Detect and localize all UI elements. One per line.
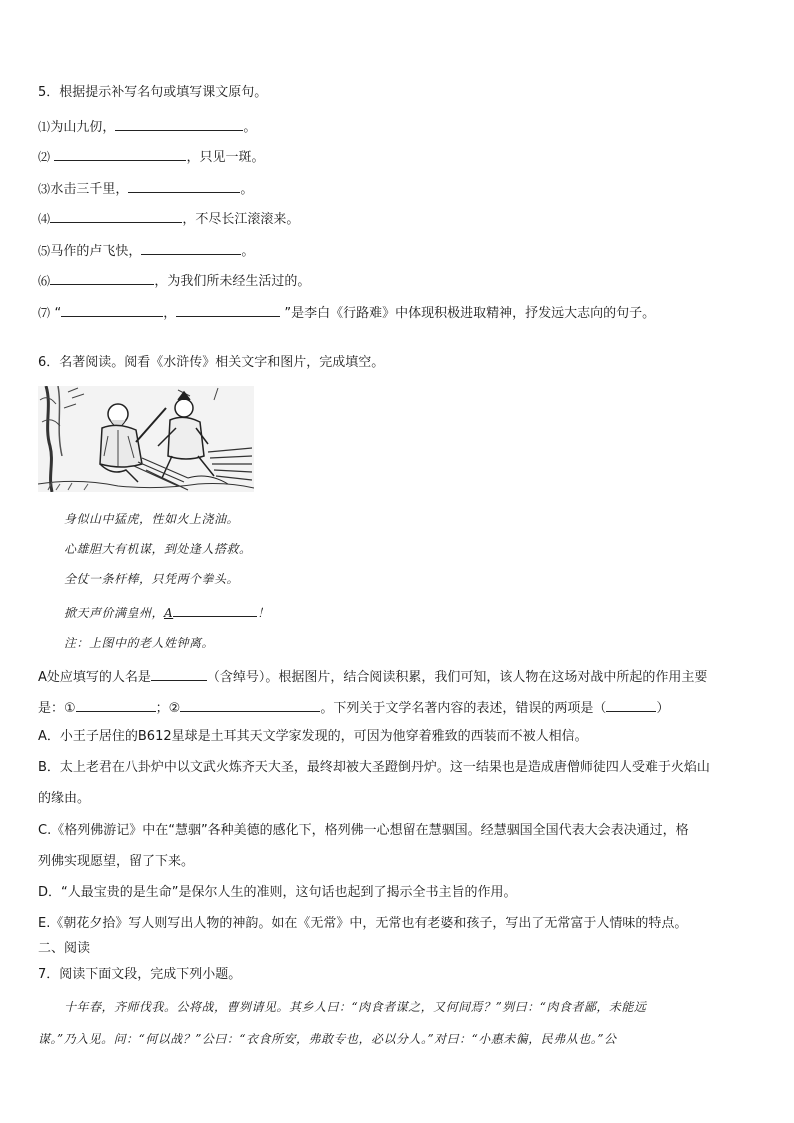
poem-line-3: 全仗一条杆棒，只凭两个拳头。 (64, 572, 240, 586)
option-c-line-2: 列佛实现愿望，留了下来。 (38, 854, 195, 869)
q5-item-3: ⑶水击三千里， 。 (38, 178, 253, 199)
option-c-line-1: C.《格列佛游记》中在“慧骃”各种美德的感化下，格列佛一心想留在慧骃国。经慧骃国全国代表大会表决通过，格 (38, 823, 689, 838)
ink-sketch-two-men-seated-icon (38, 386, 254, 492)
image-note: 注：上图中的老人姓钟离。 (64, 636, 215, 650)
q6-fill-line-1: A处应填写的人名是 （含绰号）。根据图片，结合阅读积累，我们可知，该人物在这场对战中所起的作用主要 (38, 666, 707, 687)
answer-blank[interactable] (606, 697, 656, 712)
poem-line-2: 心雄胆大有机谋，到处逢人搭救。 (64, 542, 252, 556)
q7-stem: 7．阅读下面文段，完成下列小题。 (38, 967, 242, 982)
answer-blank[interactable] (176, 302, 280, 317)
passage-line-1: 十年春，齐师伐我。公将战，曹刿请见。其乡人曰：“肉食者谋之，又何间焉？”刿曰：“肉食者鄙，未能远 (64, 1000, 647, 1014)
answer-blank[interactable] (141, 240, 241, 255)
q5-item-1: ⑴为山九仞， 。 (38, 116, 256, 137)
passage-line-2: 谋。”乃入见。问：“何以战？”公曰：“衣食所安，弗敢专也，必以分人。”对曰：“小惠未徧，民弗从也。”公 (38, 1032, 617, 1046)
option-a: A．小王子居住的B612星球是土耳其天文学家发现的，可因为他穿着雅致的西装而不被人相信。 (38, 729, 588, 744)
answer-blank[interactable] (54, 146, 186, 161)
poem-line-4: 掀天声价满皇州，A ！ (64, 602, 270, 622)
q5-item-4: ⑷ ，不尽长江滚滚来。 (38, 208, 299, 229)
answer-blank[interactable] (173, 602, 257, 617)
q5-item-5: ⑸马作的卢飞快， 。 (38, 240, 254, 261)
q5-stem: 5．根据提示补写名句或填写课文原句。 (38, 85, 268, 100)
option-b-line-2: 的缘由。 (38, 791, 91, 806)
option-b-line-1: B．太上老君在八卦炉中以文武火炼齐天大圣，最终却被大圣蹬倒丹炉。这一结果也是造成唐僧师徒四人受难于火焰山 (38, 760, 710, 775)
answer-blank[interactable] (151, 666, 207, 681)
blank-a-label: A (164, 606, 174, 620)
q5-item-2: ⑵ ，只见一斑。 (38, 146, 264, 167)
answer-blank[interactable] (76, 697, 156, 712)
option-d: D．“人最宝贵的是生命”是保尔人生的准则，这句话也起到了揭示全书主旨的作用。 (38, 885, 517, 900)
q6-stem: 6．名著阅读。阅看《水浒传》相关文字和图片，完成填空。 (38, 355, 385, 370)
answer-blank[interactable] (50, 208, 182, 223)
answer-blank[interactable] (61, 302, 163, 317)
q5-item-7: ⑺ “ ， ”是李白《行路难》中体现积极进取精神，抒发远大志向的句子。 (38, 302, 655, 323)
poem-line-1: 身似山中猛虎，性如火上浇油。 (64, 512, 240, 526)
option-e: E.《朝花夕拾》写人则写出人物的神韵。如在《无常》中，无常也有老婆和孩子，写出了无常富于人情味的特点。 (38, 916, 688, 931)
answer-blank[interactable] (115, 116, 243, 131)
q5-item-6: ⑹ ，为我们所未经生活过的。 (38, 270, 310, 291)
section-heading: 二、阅读 (38, 941, 91, 956)
answer-blank[interactable] (128, 178, 240, 193)
answer-blank[interactable] (50, 270, 154, 285)
q6-fill-line-2: 是：① ；② 。下列关于文学名著内容的表述，错误的两项是（ ） (38, 697, 669, 718)
answer-blank[interactable] (180, 697, 320, 712)
